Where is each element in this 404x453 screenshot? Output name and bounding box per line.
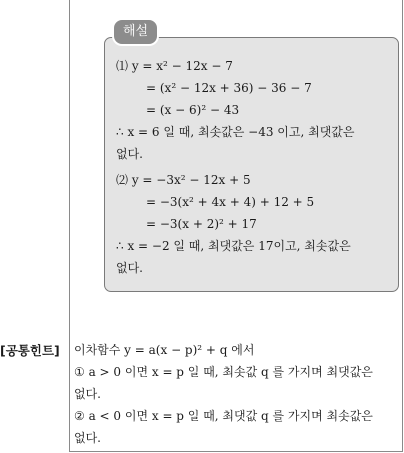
hint-line: 이차함수 y = a(x − p)² + q 에서: [74, 343, 255, 357]
solution-line: = −3(x + 2)² + 17: [146, 217, 257, 231]
solution-line: ⑴ y = x² − 12x − 7: [116, 59, 233, 73]
solution-line: ⑵ y = −3x² − 12x + 5: [116, 173, 251, 187]
solution-line: = (x² − 12x + 36) − 36 − 7: [146, 81, 312, 95]
solution-tag: 해설: [114, 20, 157, 44]
solution-line: 없다.: [116, 147, 143, 161]
solution-line: = (x − 6)² − 43: [146, 103, 240, 117]
hint-line: ① a > 0 이면 x = p 일 때, 최솟값 q 를 가지며 최댓값은: [74, 365, 373, 379]
hint-line: 없다.: [74, 431, 101, 445]
solution-line: ∴ x = −2 일 때, 최댓값은 17이고, 최솟값은: [116, 239, 351, 253]
solution-line: 없다.: [116, 261, 143, 275]
solution-line: = −3(x² + 4x + 4) + 12 + 5: [146, 195, 315, 209]
hint-line: ② a < 0 이면 x = p 일 때, 최댓값 q 를 가지며 최솟값은: [74, 409, 373, 423]
hint-line: 없다.: [74, 387, 101, 401]
solution-line: ∴ x = 6 일 때, 최솟값은 −43 이고, 최댓값은: [116, 125, 355, 139]
hint-label: [공통힌트]: [0, 343, 60, 358]
